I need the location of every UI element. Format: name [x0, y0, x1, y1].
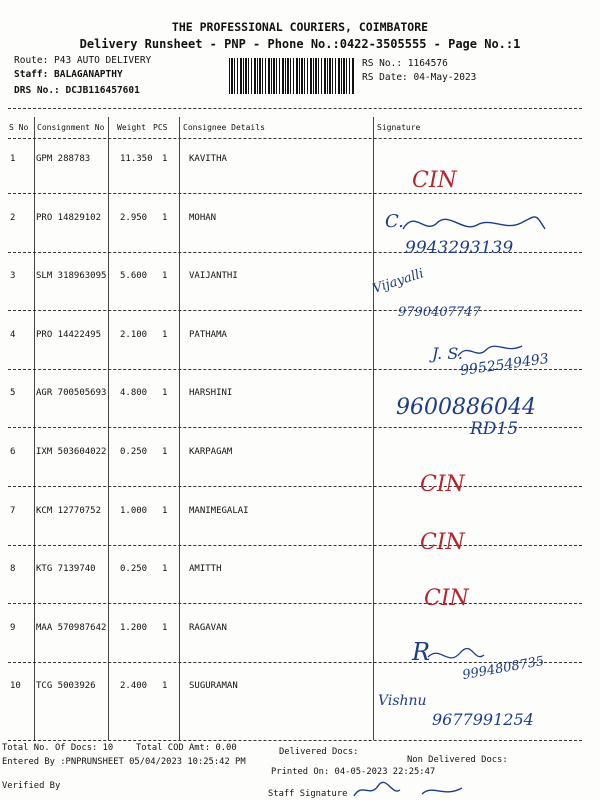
total-cod: Total COD Amt: 0.00 — [136, 743, 237, 753]
row-sno: 10 — [10, 681, 21, 691]
row-pcs: 1 — [162, 681, 168, 691]
separator — [8, 740, 582, 741]
barcode — [229, 58, 355, 94]
row-consignment-no: PRO 14422495 — [36, 330, 102, 340]
row-sno: 5 — [10, 388, 16, 398]
column-divider — [179, 117, 180, 740]
row-pcs: 1 — [162, 213, 168, 223]
row-consignee: KAVITHA — [189, 154, 227, 164]
row-weight: 0.250 — [120, 564, 148, 574]
runsheet-title: Delivery Runsheet - PNP - Phone No.:0422-3505555 - Page No.:1 — [79, 37, 521, 51]
signature-mark: Vishnu — [378, 693, 427, 709]
row-weight: 5.600 — [120, 271, 148, 281]
row-sno: 4 — [10, 330, 16, 340]
row-weight: 2.400 — [120, 681, 148, 691]
row-consignee: MOHAN — [189, 213, 217, 223]
row-sno: 7 — [10, 506, 16, 516]
row-weight: 2.100 — [120, 330, 148, 340]
row-consignment-no: PRO 14829102 — [36, 213, 102, 223]
row-separator — [8, 486, 582, 487]
row-pcs: 1 — [162, 271, 168, 281]
row-pcs: 1 — [162, 154, 168, 164]
signature-mark: J. S. — [432, 344, 463, 363]
drs-number: DRS No.: DCJB116457601 — [14, 85, 140, 96]
row-sno: 9 — [10, 623, 16, 633]
column-divider — [108, 117, 109, 740]
separator — [8, 108, 582, 109]
signature-mark: Vijayalli — [370, 266, 426, 297]
signature-mark: CIN — [424, 586, 469, 611]
total-docs: Total No. Of Docs: 10 — [2, 743, 114, 753]
row-consignment-no: MAA 570987642 — [36, 623, 107, 633]
signature-scribble — [385, 205, 565, 239]
row-consignee: PATHAMA — [189, 330, 227, 340]
signature-scribble — [426, 645, 486, 667]
column-header-pcs: PCS — [153, 123, 168, 132]
signature-mark: R — [412, 638, 431, 666]
non-delivered-docs: Non Delivered Docs: — [407, 755, 508, 765]
row-pcs: 1 — [162, 388, 168, 398]
column-header-consignee: Consignee Details — [183, 123, 265, 132]
column-header-sno: S No — [9, 123, 29, 132]
staff-signature-label: Staff Signature — [268, 789, 348, 799]
signature-mark: C. ⁠⁠⁠⁠⁠⁠⁠⁠⁠⁠⁠⁠⁠⁠⁠⁠⁠⁠⁠ — [385, 211, 410, 232]
staff-label: Staff: BALAGANAPTHY — [14, 69, 123, 80]
row-consignee: MANIMEGALAI — [189, 506, 249, 516]
signature-mark: CIN — [412, 168, 457, 193]
row-pcs: 1 — [162, 447, 168, 457]
row-sno: 8 — [10, 564, 16, 574]
company-name: THE PROFESSIONAL COURIERS, COIMBATORE — [171, 20, 429, 34]
row-consignee: VAIJANTHI — [189, 271, 238, 281]
row-pcs: 1 — [162, 506, 168, 516]
route-label: Route: P43 AUTO DELIVERY — [14, 55, 152, 66]
row-consignee: SUGURAMAN — [189, 681, 238, 691]
row-separator — [8, 193, 582, 194]
column-header-signature: Signature — [377, 123, 421, 132]
row-consignee: RAGAVAN — [189, 623, 227, 633]
row-weight: 0.250 — [120, 447, 148, 457]
row-consignment-no: IXM 503604022 — [36, 447, 107, 457]
separator — [8, 138, 582, 139]
verified-by: Verified By — [2, 781, 61, 791]
signature-mark: RD15 — [470, 419, 519, 439]
row-consignment-no: AGR 700505693 — [36, 388, 107, 398]
rs-number: RS No.: 1164576 — [362, 58, 448, 69]
row-sno: 2 — [10, 213, 16, 223]
signature-mark: CIN — [420, 530, 465, 555]
row-consignee: AMITTH — [189, 564, 222, 574]
phone-handwriting: 9600886044 — [396, 395, 536, 420]
row-consignment-no: KTG 7139740 — [36, 564, 96, 574]
row-consignee: KARPAGAM — [189, 447, 233, 457]
phone-handwriting: 9952549493 — [459, 350, 550, 380]
column-header-consignment: Consignment No — [37, 123, 105, 132]
phone-handwriting: 9943293139 — [405, 238, 514, 258]
row-separator — [8, 310, 582, 311]
row-separator — [8, 545, 582, 546]
row-consignee: HARSHINI — [189, 388, 233, 398]
row-weight: 2.950 — [120, 213, 148, 223]
row-consignment-no: SLM 318963095 — [36, 271, 107, 281]
row-sno: 1 — [10, 154, 16, 164]
staff-signature-scribble — [352, 780, 472, 800]
row-sno: 6 — [10, 447, 16, 457]
phone-handwriting: 9790407747 — [398, 305, 481, 320]
column-header-weight: Weight — [117, 123, 146, 132]
signature-mark: CIN — [420, 472, 465, 497]
row-consignment-no: TCG 5003926 — [36, 681, 96, 691]
row-weight: 11.350 — [120, 154, 153, 164]
delivered-docs: Delivered Docs: — [279, 747, 359, 757]
column-divider — [34, 117, 35, 740]
row-pcs: 1 — [162, 564, 168, 574]
row-pcs: 1 — [162, 330, 168, 340]
phone-handwriting: 9994808735 — [461, 653, 546, 684]
column-divider — [373, 117, 374, 740]
row-pcs: 1 — [162, 623, 168, 633]
rs-date: RS Date: 04-May-2023 — [362, 72, 477, 83]
printed-on: Printed On: 04-05-2023 22:25:47 — [271, 767, 436, 777]
row-separator — [8, 603, 582, 604]
entered-by: Entered By :PNPRUNSHEET 05/04/2023 10:25:42 PM — [2, 757, 246, 767]
row-consignment-no: KCM 12770752 — [36, 506, 102, 516]
phone-handwriting: 9677991254 — [432, 710, 534, 729]
row-weight: 1.000 — [120, 506, 148, 516]
row-sno: 3 — [10, 271, 16, 281]
row-weight: 1.200 — [120, 623, 148, 633]
row-weight: 4.800 — [120, 388, 148, 398]
row-consignment-no: GPM 288783 — [36, 154, 91, 164]
